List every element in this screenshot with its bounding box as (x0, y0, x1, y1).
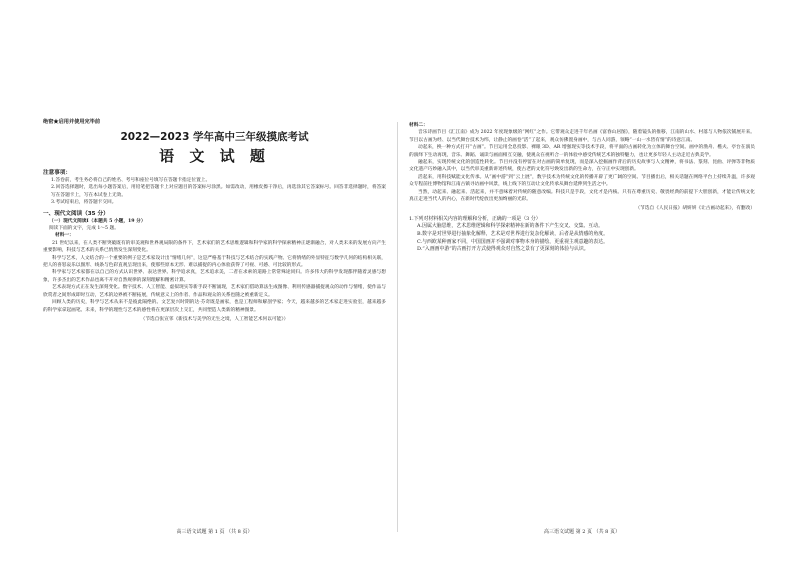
reading-instruction: 阅读下面的文字，完成 1～5 题。 (49, 226, 119, 232)
note-item: 2.回答选择题时，选出每小题答案后，用铅笔把答题卡上对应题目的答案标号涂黑。如需改动，用橡皮擦干净后，再选涂其它答案标号。回答非选择题时，将答案写在答题卡上，写在本试卷上无效。 (51, 185, 386, 198)
material-one-paragraph: 回顾人类的历史，科学与艺术从来不是彼此隔绝的。文艺复兴时期的达·芬奇既是画家，也是工程师和解剖学家；今天，越来越多的艺术家走进实验室，越来越多的科学家拿起画笔。未来，科学的理性与艺术的感性将在更深层次上交汇，共同塑造人类新的精神图景。 (43, 300, 386, 313)
notes-block (43, 169, 386, 207)
secret-label: 绝密★启用并使用完毕前 (43, 119, 101, 125)
material-two-paragraph: 融起来，实现传统文化的创造性转化。节目并没有停留在对古画的简单复现，而是深入挖掘画作背后的历史故事与人文精神，将书法、篆刻、昆曲、评弹等非物质文化遗产巧妙融入其中，以当代审美重新讲述传统，使古老的文化符号焕发出新的生命力，在守正中实现创新。 (409, 160, 755, 173)
material-one-paragraph: 科学家与艺术家都在以自己的方式认识世界、表达世界。科学追求真，艺术追求美，二者在求索的道路上常常殊途同归。许多伟大的科学发现都伴随着灵感与想象，许多杰出的艺术作品也离不开对自然规律的深刻理解和精密计算。 (43, 270, 386, 283)
material-two-paragraph: 音乐诗画节目《汇江南》成为 2022 年度现象级的“网红”之作。它带观众走进千年名画《富春山居图》，随着镜头的推移，江南的山水、村落与人物依次铺展开来。节目以古画为经、以当代舞台技术为纬，让静止的画卷“活”了起来，观众仿佛置身画中，与古人同游，领略“一山一水皆有情”的诗意江南。 (409, 130, 755, 143)
question-one-option-b: B.数字是对世界进行抽象化解释，艺术是对世界进行复杂化解读，后者是从情感的角度。 (417, 231, 608, 238)
material-two-source: （节选自《人民日报》胡妍妍《让古画动起来》，有删改） (635, 206, 755, 212)
material-two-paragraph: 动起来，换一种方式打开“古画”。节目运用全息投影、裸眼 3D、AR 增强现实等技术手段，将平面的古画转化为立体的舞台空间。画中的渔舟、樵夫、亭台在演员的演绎下生动再现，音乐、舞蹈、诵读与画面相互交融，使观众在视听合一的体验中感受传统艺术的独特魅力，也让更多年轻人主动走近古典美学。 (409, 145, 755, 158)
page-right (409, 118, 755, 528)
material-one-paragraph: 21 世纪以来，在人类不断突破既有的审美观和世界观局限的条件下，艺术家们的艺术思维逻辑和科学家的科学探索精神正逐渐融合，对人类未来的发展方向产生重要影响，科技与艺术的关系已悄然发生深刻变化。 (43, 240, 386, 254)
material-one-label: 材料一： (55, 233, 74, 239)
sub-section-title: （一）现代文阅读Ⅰ（本题共 5 小题，19 分） (49, 218, 146, 224)
material-two-paragraph: 活起来，用科技赋能文化传承。从“画中游”到“云上展”，数字技术为传统文化的传播开辟了更广阔的空间。节目播出后，相关话题在网络平台上持续升温，许多观众专程前往博物馆和江南古镇寻访画中风景，线上线下的互动让文化传承从舞台延伸到生活之中。 (409, 174, 755, 188)
material-one-paragraph: 科学与艺术，人文结合的一个重要的例子是艺术家设计出“情绪几何”，这是严格基于科技与艺术结合的实践产物。它将情绪的外显特征与数学几何的结构相关联，把人的喜怒哀乐以图形、线条与色彩直观呈现出来，使那些原本无形、难以捕捉的内心体验获得了可视、可感、可比较的形式。 (43, 255, 386, 269)
notes-heading: 注意事项： (43, 170, 71, 176)
question-one-stem: 1.下列对材料相关内容的理解和分析，正确的一项是（3 分） (409, 215, 541, 222)
question-one-option-d: D.“入画画中游”的古画打开方式使得观众对自然之景有了更深刻的体验与认识。 (417, 246, 589, 253)
subject-title: 语 文 试 题 (159, 147, 270, 165)
material-two-paragraph: 当然，动起来、融起来、活起来，并不意味着对传统的随意改编。科技只是手段，文化才是内核。只有在尊重历史、敬畏经典的前提下大胆创新，才能让传统文化真正走进当代人的内心，在新时代绽放出更加绚丽的光彩。 (409, 189, 755, 203)
material-two-label: 材料二： (409, 123, 428, 128)
page-divider (397, 122, 398, 532)
exam-title: 2022—2023 学年高中三年级摸底考试 (120, 131, 309, 143)
question-one-option-c: C.与西欧某种画家不同，中国国画并不强调对事物本身的描绘，更重视主观意趣的表达。 (417, 238, 608, 245)
question-one-option-a: A.因属大脑思维，艺术思维逻辑和科学探索精神在新的条件下产生交叉、交集、互动。 (417, 223, 604, 230)
note-item: 3.考试结束后，将答题卡交回。 (51, 200, 117, 206)
page-footer-right: 高三语文试题 第 2 页 （共 8 页） (544, 529, 620, 535)
section-title: 一、现代文阅读（35 分） (43, 210, 109, 217)
page-left (43, 118, 386, 528)
material-one-paragraph: 艺术表现方式正在发生深刻变化。数字技术、人工智能、虚拟现实等新手段不断涌现，艺术家们借助算法生成图像、利用传感器捕捉观众的动作与情绪，使作品与欣赏者之间形成即时互动，艺术的边界被不断拓展，传统意义上的作者、作品和观众的关系也随之被重新定义。 (43, 285, 386, 298)
material-one-source: （节选自张宣邻《新技术与美学的无生之境，人工智能艺术何以可能》） (140, 316, 289, 322)
note-item: 1.答卷前，考生务必将自己的姓名、考号和座位号填写在答题卡指定位置上。 (51, 178, 211, 183)
page-footer-left: 高三语文试题 第 1 页 （共 8 页） (176, 529, 253, 535)
